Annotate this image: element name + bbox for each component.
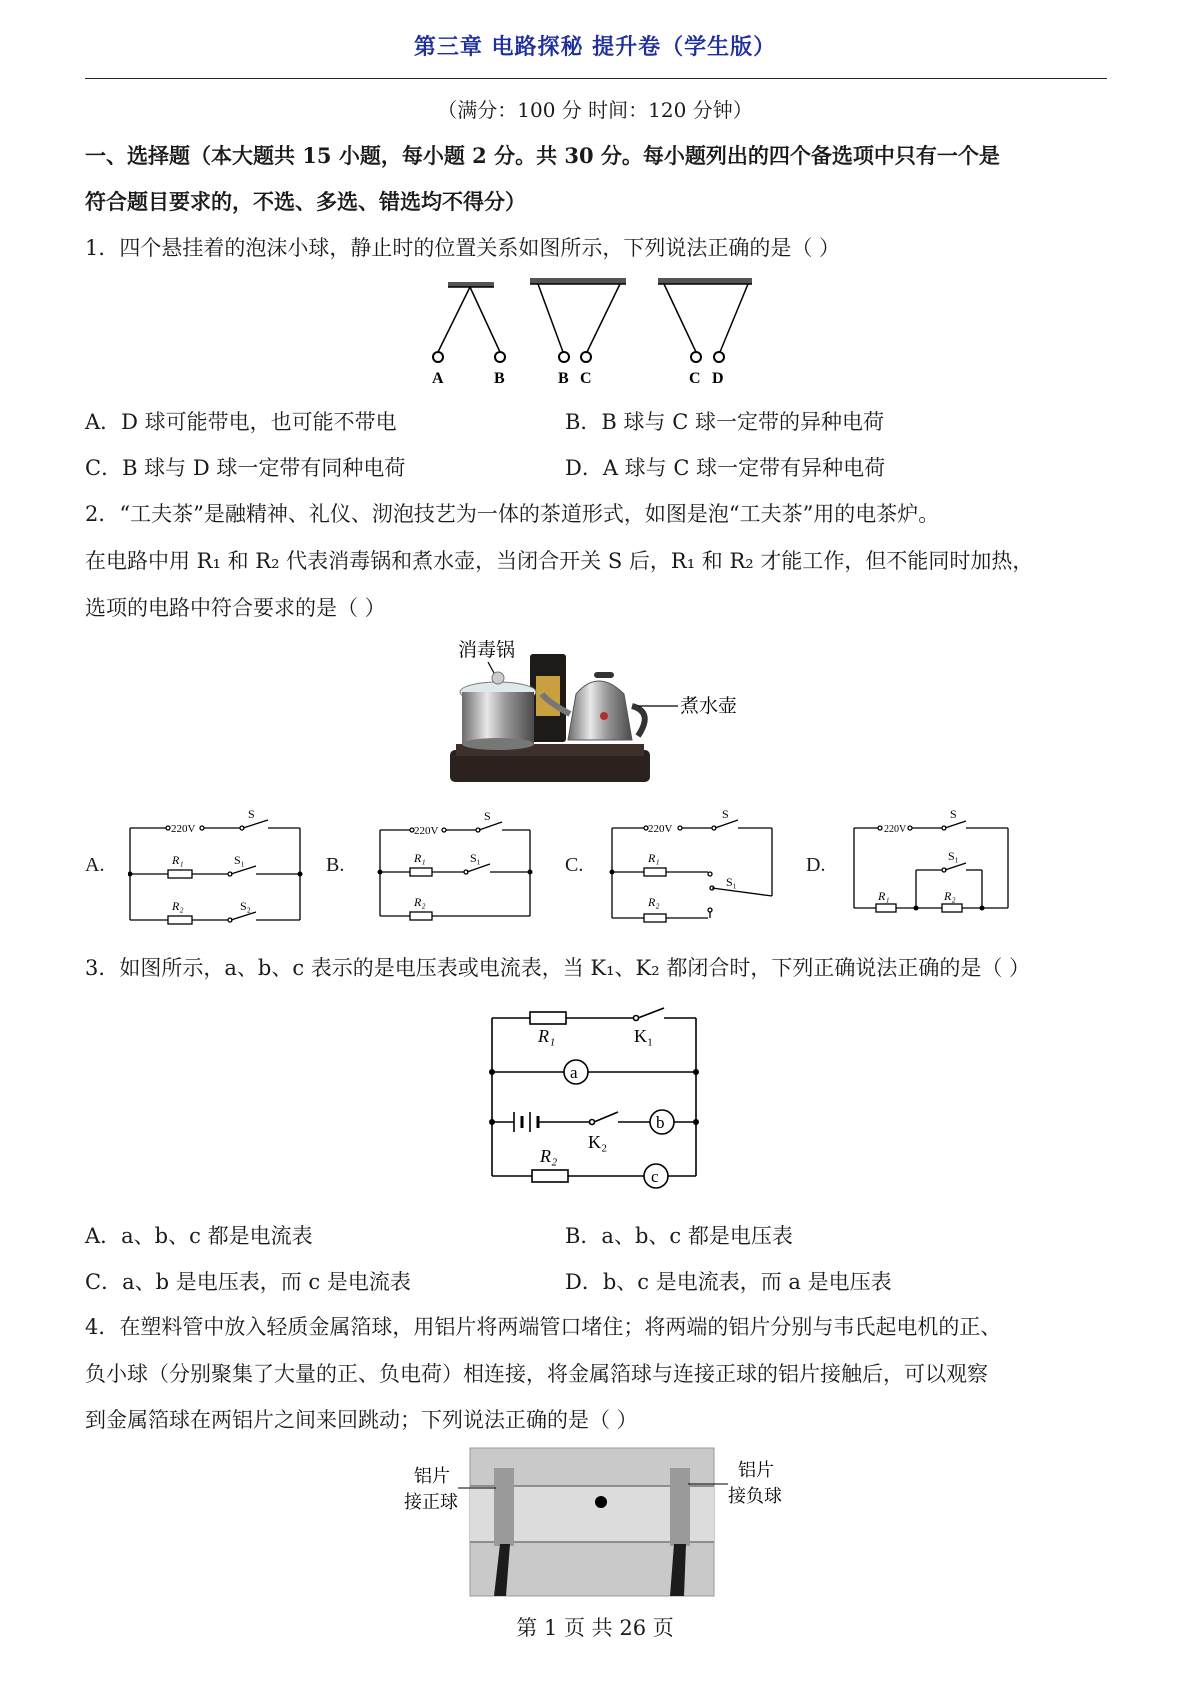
question-2-stem-1: 2．“工夫茶”是融精神、礼仪、沏泡技艺为一体的茶道形式，如图是泡“工夫茶”用的电茶炉。 [85, 502, 940, 526]
q3-r1-label: R₁ [538, 1026, 556, 1046]
circuit-c-r1: R₁ [648, 851, 660, 865]
page-number: 第 1 页 共 26 页 [516, 1616, 674, 1640]
question-2-stem-2: 在电路中用 R₁ 和 R₂ 代表消毒锅和煮水壶，当闭合开关 S 后，R₁ 和 R₂ 才能工作，但不能同时加热， [85, 549, 1034, 573]
foil-right-label-2: 接负球 [728, 1486, 782, 1506]
circuit-b-s1: S₁ [470, 851, 481, 865]
circuit-b [372, 806, 542, 926]
meter-b: b [656, 1113, 665, 1132]
circuit-a-s1: S₁ [234, 853, 245, 867]
ball-label-b: B [494, 370, 505, 387]
tea-stove-figure [448, 632, 748, 784]
circuit-a-voltage: 220V [171, 823, 196, 835]
circuit-c-letter: C. [565, 854, 584, 876]
circuit-a-r1: R₁ [172, 853, 184, 867]
circuit-a-s: S [248, 807, 255, 821]
circuit-d-voltage: 220V [884, 824, 907, 835]
circuit-b-voltage: 220V [414, 825, 439, 837]
ball-label-c: C [580, 370, 592, 387]
circuit-a-letter: A. [85, 854, 105, 876]
circuit-d-r2: R₂ [944, 889, 956, 903]
circuit-b-s: S [484, 809, 491, 823]
circuit-a-s2: S₂ [240, 899, 251, 913]
question-1-stem: 1．四个悬挂着的泡沫小球，静止时的位置关系如图所示，下列说法正确的是（ ） [85, 236, 841, 260]
circuit-b-letter: B. [326, 854, 345, 876]
circuit-c-voltage: 220V [648, 823, 673, 835]
ball-label-d: D [712, 370, 724, 387]
question-4-stem-2: 负小球（分别聚集了大量的正、负电荷）相连接，将金属箔球与连接正球的铝片接触后，可以观察 [85, 1362, 988, 1386]
foil-ball-figure [398, 1446, 798, 1598]
circuit-a-r2: R₂ [172, 899, 184, 913]
exam-info: （满分：100 分 时间：120 分钟） [437, 98, 753, 122]
q3-option-a: A．a、b、c 都是电流表 [85, 1224, 313, 1248]
foil-left-label-2: 接正球 [404, 1492, 458, 1512]
q3-r2-label: R₂ [540, 1146, 558, 1166]
ball-label-a: A [432, 370, 444, 387]
q3-option-d: D．b、c 是电流表，而 a 是电压表 [565, 1270, 892, 1294]
foil-right-label-1: 铝片 [738, 1460, 774, 1480]
document-title: 第三章 电路探秘 提升卷（学生版） [413, 35, 777, 60]
circuit-c-r2: R₂ [648, 895, 660, 909]
hanging-balls-figure [430, 274, 760, 394]
foil-left-label-1: 铝片 [414, 1466, 450, 1486]
question-4-stem-3: 到金属箔球在两铝片之间来回跳动；下列说法正确的是（ ） [85, 1408, 638, 1432]
q1-option-c: C．B 球与 D 球一定带有同种电荷 [85, 456, 406, 480]
meter-circuit-figure [484, 1000, 704, 1200]
question-4-stem-1: 4．在塑料管中放入轻质金属箔球，用铝片将两端管口堵住；将两端的铝片分别与韦氏起电机的正、 [85, 1315, 1002, 1339]
circuit-c-s: S [722, 807, 729, 821]
circuit-d-r1: R₁ [878, 889, 890, 903]
circuit-a [128, 806, 308, 926]
q3-option-b: B．a、b、c 都是电压表 [565, 1224, 793, 1248]
pot-label: 消毒锅 [458, 640, 516, 661]
question-3-stem: 3．如图所示，a、b、c 表示的是电压表或电流表，当 K₁、K₂ 都闭合时，下列正确说法正确的是（ ） [85, 956, 1030, 980]
circuit-d-s1: S₁ [948, 849, 959, 863]
circuit-c-s1: S₁ [726, 875, 737, 889]
question-2-stem-3: 选项的电路中符合要求的是（ ） [85, 596, 386, 620]
q1-option-b: B．B 球与 C 球一定带的异种电荷 [565, 410, 884, 434]
circuit-d-s: S [950, 807, 957, 821]
ball-label-b2: B [558, 370, 569, 387]
circuit-c [608, 806, 778, 926]
circuit-d-letter: D. [806, 854, 826, 876]
ball-label-c2: C [689, 370, 701, 387]
kettle-label: 煮水壶 [680, 696, 738, 717]
circuit-b-r1: R₁ [414, 851, 426, 865]
q3-k1-label: K₁ [634, 1026, 654, 1046]
q3-option-c: C．a、b 是电压表，而 c 是电流表 [85, 1270, 411, 1294]
q1-option-a: A．D 球可能带电，也可能不带电 [85, 410, 397, 434]
section-heading-cont: 符合题目要求的，不选、多选、错选均不得分） [85, 189, 526, 214]
q3-k2-label: K₂ [588, 1132, 608, 1152]
circuit-b-r2: R₂ [414, 895, 426, 909]
q1-option-d: D．A 球与 C 球一定带有异种电荷 [565, 456, 886, 480]
meter-a: a [570, 1063, 578, 1082]
header-divider [85, 78, 1107, 79]
circuit-d [850, 806, 1020, 916]
section-heading: 一、选择题（本大题共 15 小题，每小题 2 分。共 30 分。每小题列出的四个备选项中只有一个是 [85, 143, 1000, 168]
meter-c: c [651, 1167, 659, 1186]
